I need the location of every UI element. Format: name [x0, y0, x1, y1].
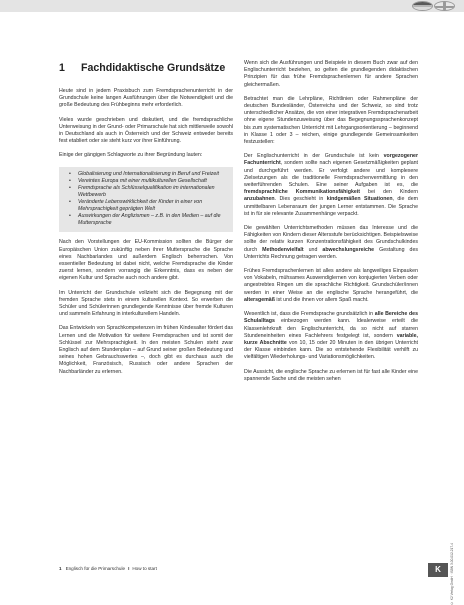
emphasis: vorgezogener Fachunterricht: [244, 153, 418, 167]
right-column: [244, 60, 418, 383]
emphasis: variable, kurze Abschnitte: [244, 332, 418, 346]
chapter-number: 1: [59, 62, 65, 74]
uk-flag-icon: [434, 1, 455, 11]
paragraph: Wesentlich ist, dass die Fremdsprache grundsätzlich in alle Bereiche des Schulalltags einbezogen werden kann. Idealerweise erteilt die Klassenlehrkraft den Englischunterricht, da so nicht auf starren Stundeneinheiten eines Fachlehrers festgelegt ist, sondern variable, kurze Abschnitte von 10, 15 oder 20 Minuten in den übrigen Unterricht der Klasse einbinden kann. Die so entstehende Flexibilität verhilft zu vielfältigen Wiederholungs- und Variationsmöglichkeiten.: [244, 311, 418, 361]
emphasis: alle Bereiche des Schulalltags: [244, 311, 418, 325]
left-column: [59, 88, 233, 376]
paragraph: Heute sind in jedem Praxisbuch zum Fremdsprachenunterricht in der Grundschule keine langen Ausführungen über die Notwendigkeit und die große Bedeutung des Frühbeginns mehr erforderlich.: [59, 88, 233, 109]
publisher-logo: K: [428, 563, 448, 577]
paragraph: Nach den Vorstellungen der EU-Kommission sollten die Bürger der Europäischen Union zukünftig neben ihrer Muttersprache die Sprache eines Nachbarlandes und außerdem Englisch beherrschen. Von essentieller Bedeutung ist dabei nicht, welche Fremdsprache die Kinder zuerst lernen, sondern vorrangig die Erkenntnis, dass es neben der eigenen Kultur und Sprache auch noch andere gibt.: [59, 239, 233, 282]
paragraph: Im Unterricht der Grundschule vollzieht sich die Begegnung mit der fremden Sprache stets in einem kulturellen Kontext. So erwerben die Schüler und Schülerinnen grundlegende Kenntnisse über fremde Kulturen und sammeln Erfahrung in interkulturellem Handeln.: [59, 289, 233, 318]
paragraph: Die Aussicht, die englische Sprache zu erlernen ist für fast alle Kinder eine spannende Sache und die meisten sehen: [244, 368, 418, 382]
paragraph: Frühes Fremdsprachenlernen ist alles andere als langweiliges Einpauken von Vokabeln, mühsames Auswendiglernen von konjugierten Verben oder angestrebtes Ringen um die sprachliche Richtigkeit. Grundschüler/innen werden in einer Weise an die englische Sprache herangeführt, die altersgemäß ist und die ihnen vor allem Spaß macht.: [244, 268, 418, 303]
emphasis: altersgemäß: [244, 296, 275, 303]
list-item: • Fremdsprache als Schlüsselqualifikation im internationalen Wettbewerb: [65, 185, 229, 199]
book-subtitle: How to start: [132, 566, 157, 571]
list-item: • Vereintes Europa mit einer multikulturellen Gesellschaft: [65, 178, 229, 185]
paragraph: Vieles wurde geschrieben und diskutiert, und die fremdsprachliche Unterweisung in der Grund- oder Primarschule hat sich mittlerweile sowohl in Deutschland als auch in Österreich und der Schweiz entweder bereits fest etabliert oder sie steht kurz vor ihrer Einführung.: [59, 116, 233, 145]
paragraph: Der Englischunterricht in der Grundschule ist kein vorgezogener Fachunterricht, sondern sollte nach eigenen Gesetzmäßigkeiten geplant und durchgeführt werden. Er verfolgt andere und komplexere Zielsetzungen als die traditionelle Fremdsprachenvermittlung in den weiterführenden Schulen. Eine seiner Aufgaben ist es, die fremdsprachliche Kommunikationsfähigkeit bei den Kindern anzubahnen. Dies geschieht in kindgemäßen Situationen, die dem unmittelbaren Lebensraum der jungen Lerner entstammen. Die Sprache ist in für sie relevante Zusammenhänge verpackt.: [244, 153, 418, 217]
emphasis: abwechslungsreiche: [322, 246, 375, 253]
page-footer: [59, 566, 157, 571]
emphasis: anzubahnen: [244, 196, 275, 203]
footer-separator: I: [128, 566, 130, 571]
german-flag-icon: [412, 1, 433, 11]
paragraph: Betrachtet man die Lehrpläne, Richtlinien oder Rahmenpläne der deutschen Bundesländer, Österreichs und der Schweiz, so sind trotz unterschiedlicher Ansätze, die von einer integrativen Fremdsprachenarbeit ohne eigene Stundenzuweisung über das Begegnungssprachenkonzept bis zum systematischen Unterricht mit Lehrgangsorientierung – beginnend in Klasse 1 oder 3 – reichen, einige grundlegende Gemeinsamkeiten festzustellen:: [244, 95, 418, 146]
emphasis: Methodenvielfalt: [262, 246, 304, 253]
emphasis: kindgemäßen Situationen: [326, 196, 393, 203]
paragraph: Die gewählten Unterrichtsmethoden müssen das Interesse und die Fähigkeiten von Kindern dieser Altersstufe berücksichtigen. Beispielsweise sollte der relativ kurzen Konzentrationsfähigkeit des Grundschulkindes durch Methodenvielfalt und abwechslungsreiche Gestaltung des Unterrichts Rechnung getragen werden.: [244, 225, 418, 260]
top-bar: [0, 0, 464, 12]
list-item: • Globalisierung und Internationalisierung in Beruf und Freizeit: [65, 171, 229, 178]
keyword-list: [65, 171, 229, 228]
emphasis: fremdsprachliche Kommunikationsfähigkeit: [244, 189, 360, 196]
paragraph: Das Entwickeln von Sprachkompetenzen im frühen Kindesalter fördert das Lernen und die Motivation für weitere Fremdsprachen und ist somit der Schlüssel zur Mehrsprachigkeit. In den meisten Schulen steht zwar Englisch auf dem Stundenplan – auf Grund seiner großen Bedeutung und seines hohen Gebrauchswertes –, doch gibt es durchaus auch die Möglichkeit, Französisch, Russisch oder andere Sprachen der Nachbarländer zu erlernen.: [59, 325, 233, 375]
keyword-box: [59, 167, 233, 233]
chapter-title: Fachdidaktische Grundsätze: [81, 62, 226, 74]
book-title: Englisch für die Primarschule: [65, 566, 126, 571]
copyright-note: © K2 Verlag GmbH · ISBN 3-00-012-217-4: [450, 543, 454, 605]
list-item: • Auswirkungen der Anglizismen – z.B. in den Medien – auf die Muttersprache: [65, 213, 229, 227]
paragraph: Einige der gängigen Schlagworte zu ihrer Begründung lauten:: [59, 152, 203, 159]
page-number: 1: [59, 566, 62, 571]
chapter-heading: [59, 62, 225, 74]
paragraph: Wenn sich die Ausführungen und Beispiele in diesem Buch zwar auf den Englischunterricht beziehen, so gelten die grundlegenden didaktischen Prinzipien für das frühe Fremdsprachenlernen für andere Sprachen gleichermaßen.: [244, 60, 418, 88]
list-item: • Veränderte Lebenswirklichkeit der Kinder in einer von Mehrsprachigkeit geprägten Welt: [65, 199, 229, 213]
